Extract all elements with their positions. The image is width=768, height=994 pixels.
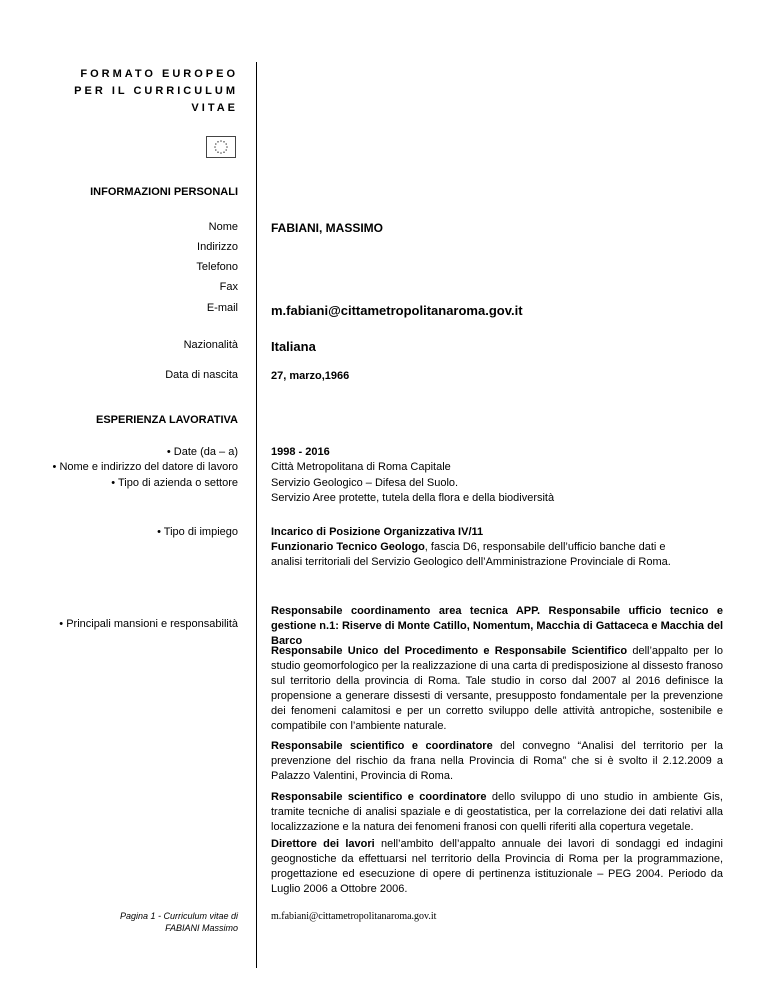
- duty-2-bold: Responsabile Unico del Procedimento e Responsabile Scientifico: [271, 645, 628, 657]
- header-line-2: PER IL CURRICULUM: [74, 85, 238, 97]
- job-role-rest: , fascia D6, responsabile dell’ufficio banche dati e analisi territoriali del Servizio Geologico dell’Amministrazione Provinciale di Roma.: [271, 541, 671, 568]
- duty-5-bold: Direttore dei lavori: [271, 838, 375, 850]
- footer-page-line-1: Pagina 1 - Curriculum vitae di: [119, 911, 238, 921]
- footer-page-info: [0, 910, 238, 934]
- value-birth-date: 27, marzo,1966: [271, 370, 350, 382]
- section-title-personal: INFORMAZIONI PERSONALI: [90, 186, 238, 198]
- value-email[interactable]: m.fabiani@cittametropolitanaroma.gov.it: [271, 303, 523, 318]
- value-job-role: [271, 540, 691, 570]
- label-fax: Fax: [219, 281, 238, 293]
- label-birth-date: Data di nascita: [165, 369, 238, 381]
- duty-4-rest: dello sviluppo di uno studio in ambiente Gis, tramite tecniche di analisi spaziale e di geostatistica, per la correlazione dei dati relativi alla localizzazione e la natura dei fenomeni franosi con quelli riferiti alla copertura vegetale.: [271, 791, 723, 833]
- value-name: FABIANI, MASSIMO: [271, 221, 384, 235]
- eu-flag-icon: [206, 136, 236, 158]
- duty-3-rest: del convegno “Analisi del territorio per la prevenzione del rischio da frana nella Provincia di Roma” che si è svolto il 2.12.2009 a Palazzo Valentini, Provincia di Roma.: [271, 740, 723, 782]
- column-divider: [256, 62, 257, 968]
- duty-2-rest: dell’appalto per lo studio geomorfologico per la realizzazione di una carta di predisposizione al dissesto franoso sul territorio della provincia di Roma. Tale studio in corso dal 2007 al 2016 definisce la propensione a generare dissesti di versante, presupposto fondamentale per la prevenzione dei fenomeni calamitosi e per un corretto sviluppo delle attività antropiche, sostenibile e compatibile con l’ambiente naturale.: [271, 645, 723, 732]
- header-line-3: VITAE: [191, 102, 238, 114]
- label-address: Indirizzo: [197, 241, 238, 253]
- label-nationality: Nazionalità: [183, 339, 238, 351]
- duty-1: Responsabile coordinamento area tecnica APP. Responsabile ufficio tecnico e gestione n.1: Riserve di Monte Catillo, Nomentum, Macchia di Gattaceca e Macchia del Barco: [271, 605, 723, 647]
- label-phone: Telefono: [196, 261, 238, 273]
- duty-4: [271, 790, 723, 835]
- header-line-1: FORMATO EUROPEO: [80, 68, 238, 80]
- label-duties: • Principali mansioni e responsabilità: [59, 618, 238, 630]
- duty-3: [271, 739, 723, 784]
- value-dates: 1998 - 2016: [271, 446, 330, 458]
- duty-4-bold: Responsabile scientifico e coordinatore: [271, 791, 487, 803]
- footer-page-line-2: FABIANI Massimo: [165, 923, 238, 933]
- footer-email: m.fabiani@cittametropolitanaroma.gov.it: [271, 911, 437, 922]
- value-job-title: Incarico di Posizione Organizzativa IV/11: [271, 526, 484, 538]
- value-sector-2: Servizio Aree protette, tutela della flora e della biodiversità: [271, 492, 555, 504]
- value-nationality: Italiana: [271, 339, 316, 354]
- value-sector-1: Servizio Geologico – Difesa del Suolo.: [271, 477, 459, 489]
- cv-format-title: [0, 66, 238, 117]
- duty-3-bold: Responsabile scientifico e coordinatore: [271, 740, 493, 752]
- job-role-bold: Funzionario Tecnico Geologo: [271, 541, 425, 553]
- label-sector: • Tipo di azienda o settore: [111, 477, 238, 489]
- duty-5-rest: nell’ambito dell’appalto annuale dei lavori di sondaggi ed indagini geognostiche da effettuarsi nel territorio della Provincia di Roma per la programmazione, progettazione ed esecuzione di opere di pertinenza istituzionale – PEG 2004. Periodo da Luglio 2006 a Ottobre 2006.: [271, 838, 723, 895]
- label-job-type: • Tipo di impiego: [157, 526, 238, 538]
- value-employer: Città Metropolitana di Roma Capitale: [271, 461, 451, 473]
- label-dates: • Date (da – a): [166, 446, 238, 458]
- label-employer: • Nome e indirizzo del datore di lavoro: [52, 461, 238, 473]
- label-name: Nome: [208, 221, 238, 233]
- duty-2: [271, 644, 723, 734]
- duty-5: [271, 837, 723, 897]
- section-title-experience: ESPERIENZA LAVORATIVA: [96, 414, 238, 426]
- label-email: E-mail: [206, 302, 238, 314]
